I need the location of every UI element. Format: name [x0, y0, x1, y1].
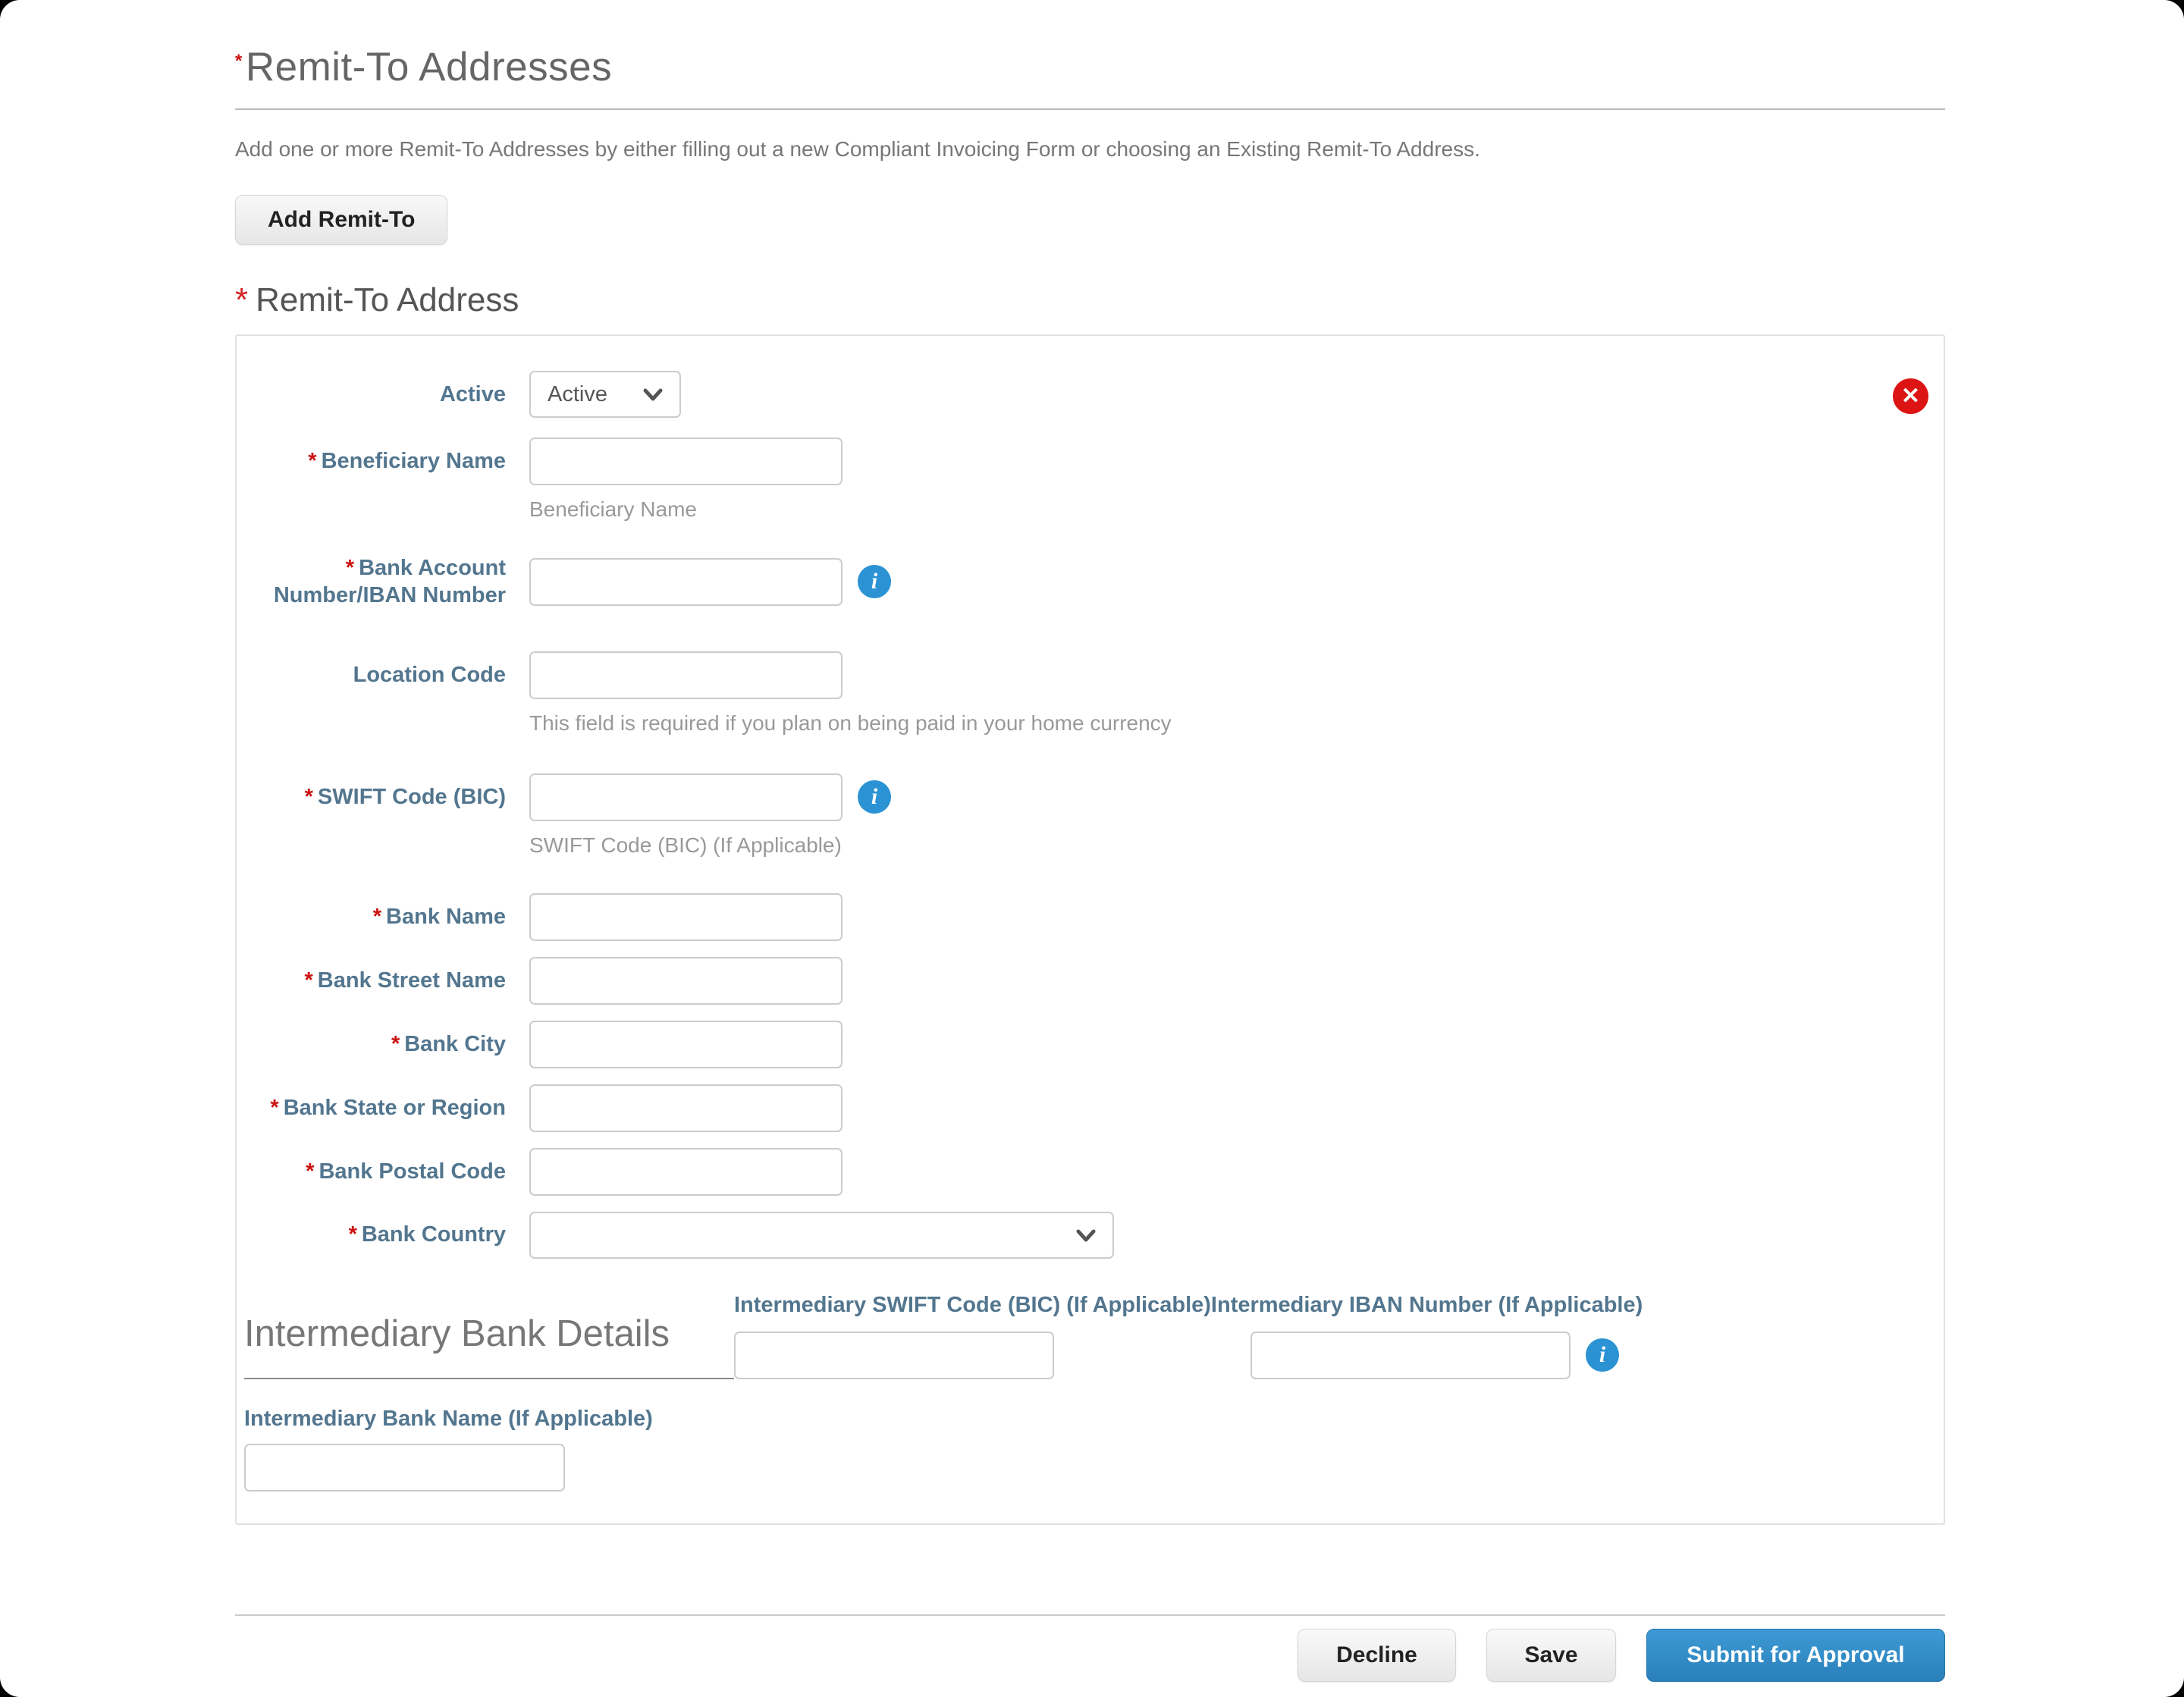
swift-code-row [244, 773, 1944, 821]
beneficiary-name-label [244, 447, 506, 475]
beneficiary-name-label-text: Beneficiary Name [321, 449, 506, 474]
page-title-text: Remit-To Addresses [245, 45, 613, 89]
bank-postal-input[interactable] [529, 1148, 843, 1196]
footer-actions [235, 1629, 1945, 1682]
required-asterisk: * [391, 1031, 400, 1056]
beneficiary-name-input[interactable] [529, 438, 843, 485]
info-icon[interactable] [858, 780, 891, 814]
bank-city-label-text: Bank City [404, 1031, 506, 1056]
intermediary-section-title: Intermediary Bank Details [244, 1293, 734, 1379]
save-button[interactable]: Save [1486, 1629, 1616, 1682]
swift-code-helper-row [244, 833, 1944, 858]
bank-postal-row [244, 1148, 1944, 1196]
bank-account-label-text: Bank Account Number/IBAN Number [273, 556, 506, 608]
location-code-helper-row [244, 711, 1944, 736]
bank-street-input[interactable] [529, 957, 843, 1005]
info-icon[interactable] [1586, 1338, 1619, 1372]
location-code-helper: This field is required if you plan on being paid in your home currency [529, 710, 1172, 735]
bank-city-input[interactable] [529, 1021, 843, 1068]
required-asterisk: * [235, 281, 249, 318]
chevron-down-icon [643, 384, 663, 404]
swift-code-input[interactable] [529, 773, 843, 821]
bank-country-row [244, 1212, 1944, 1259]
bank-street-row [244, 957, 1944, 1005]
bank-city-row [244, 1021, 1944, 1068]
active-row [244, 371, 1944, 418]
intermediary-labels [734, 1293, 1944, 1318]
required-asterisk: * [270, 1095, 279, 1120]
remit-to-address-panel [235, 334, 1945, 1525]
section-title-text: Remit-To Address [256, 281, 519, 318]
required-asterisk: * [304, 968, 313, 993]
decline-button[interactable]: Decline [1298, 1629, 1456, 1682]
active-select-value: Active [548, 381, 607, 406]
beneficiary-name-helper: Beneficiary Name [529, 497, 697, 521]
intermediary-bank-details-section [244, 1293, 1944, 1379]
bank-state-label-text: Bank State or Region [283, 1095, 506, 1120]
swift-code-helper: SWIFT Code (BIC) (If Applicable) [529, 833, 842, 857]
intermediary-bank-name-row [244, 1407, 1944, 1492]
required-asterisk: * [308, 449, 317, 474]
bank-city-label [244, 1030, 506, 1058]
bank-street-label-text: Bank Street Name [317, 968, 506, 993]
bank-name-input[interactable] [529, 893, 843, 941]
location-code-label: Location Code [353, 662, 506, 687]
bank-name-label [244, 903, 506, 930]
submit-for-approval-button[interactable]: Submit for Approval [1646, 1629, 1945, 1682]
page-description: Add one or more Remit-To Addresses by either filling out a new Compliant Invoicing Form or choosing an Existing Remit-To Address. [235, 137, 1480, 161]
intermediary-swift-input[interactable] [734, 1332, 1054, 1379]
remit-to-address-section-title [235, 281, 1945, 319]
bank-state-input[interactable] [529, 1084, 843, 1132]
intermediary-iban-label: Intermediary IBAN Number (If Applicable) [1210, 1292, 1643, 1317]
remove-remit-to-icon[interactable] [1893, 378, 1928, 414]
bank-country-label-text: Bank Country [361, 1222, 506, 1247]
chevron-down-icon [1076, 1225, 1096, 1245]
bank-country-label [244, 1221, 506, 1248]
intermediary-iban-input[interactable] [1250, 1332, 1571, 1379]
info-icon[interactable] [858, 565, 891, 598]
required-asterisk: * [372, 904, 382, 929]
required-asterisk: * [304, 784, 313, 809]
active-label: Active [439, 381, 506, 406]
required-asterisk: * [348, 1222, 357, 1247]
bank-postal-label-text: Bank Postal Code [318, 1159, 506, 1184]
beneficiary-name-row [244, 438, 1944, 485]
bank-account-input[interactable] [529, 558, 843, 606]
required-asterisk: * [306, 1159, 315, 1184]
intermediary-bank-name-input[interactable] [244, 1444, 565, 1492]
intermediary-bank-name-label: Intermediary Bank Name (If Applicable) [244, 1406, 653, 1431]
intermediary-swift-label: Intermediary SWIFT Code (BIC) (If Applicable) [734, 1292, 1211, 1317]
bank-street-label [244, 967, 506, 994]
bank-account-label [244, 554, 506, 610]
location-code-input[interactable] [529, 651, 843, 699]
required-asterisk: * [235, 51, 243, 71]
add-remit-to-button[interactable]: Add Remit-To [235, 195, 447, 245]
bank-account-row [244, 554, 1944, 610]
swift-code-label [244, 783, 506, 811]
page-title [235, 44, 1945, 90]
active-select[interactable] [529, 371, 681, 418]
required-asterisk: * [345, 556, 355, 580]
swift-code-label-text: SWIFT Code (BIC) [317, 784, 506, 809]
bank-state-label [244, 1094, 506, 1121]
footer-divider [235, 1614, 1945, 1616]
beneficiary-name-helper-row [244, 497, 1944, 522]
bank-country-select[interactable] [529, 1212, 1114, 1259]
bank-postal-label [244, 1158, 506, 1185]
bank-state-row [244, 1084, 1944, 1132]
bank-name-label-text: Bank Name [386, 904, 506, 929]
bank-name-row [244, 893, 1944, 941]
location-code-row [244, 651, 1944, 699]
title-divider [235, 108, 1945, 110]
